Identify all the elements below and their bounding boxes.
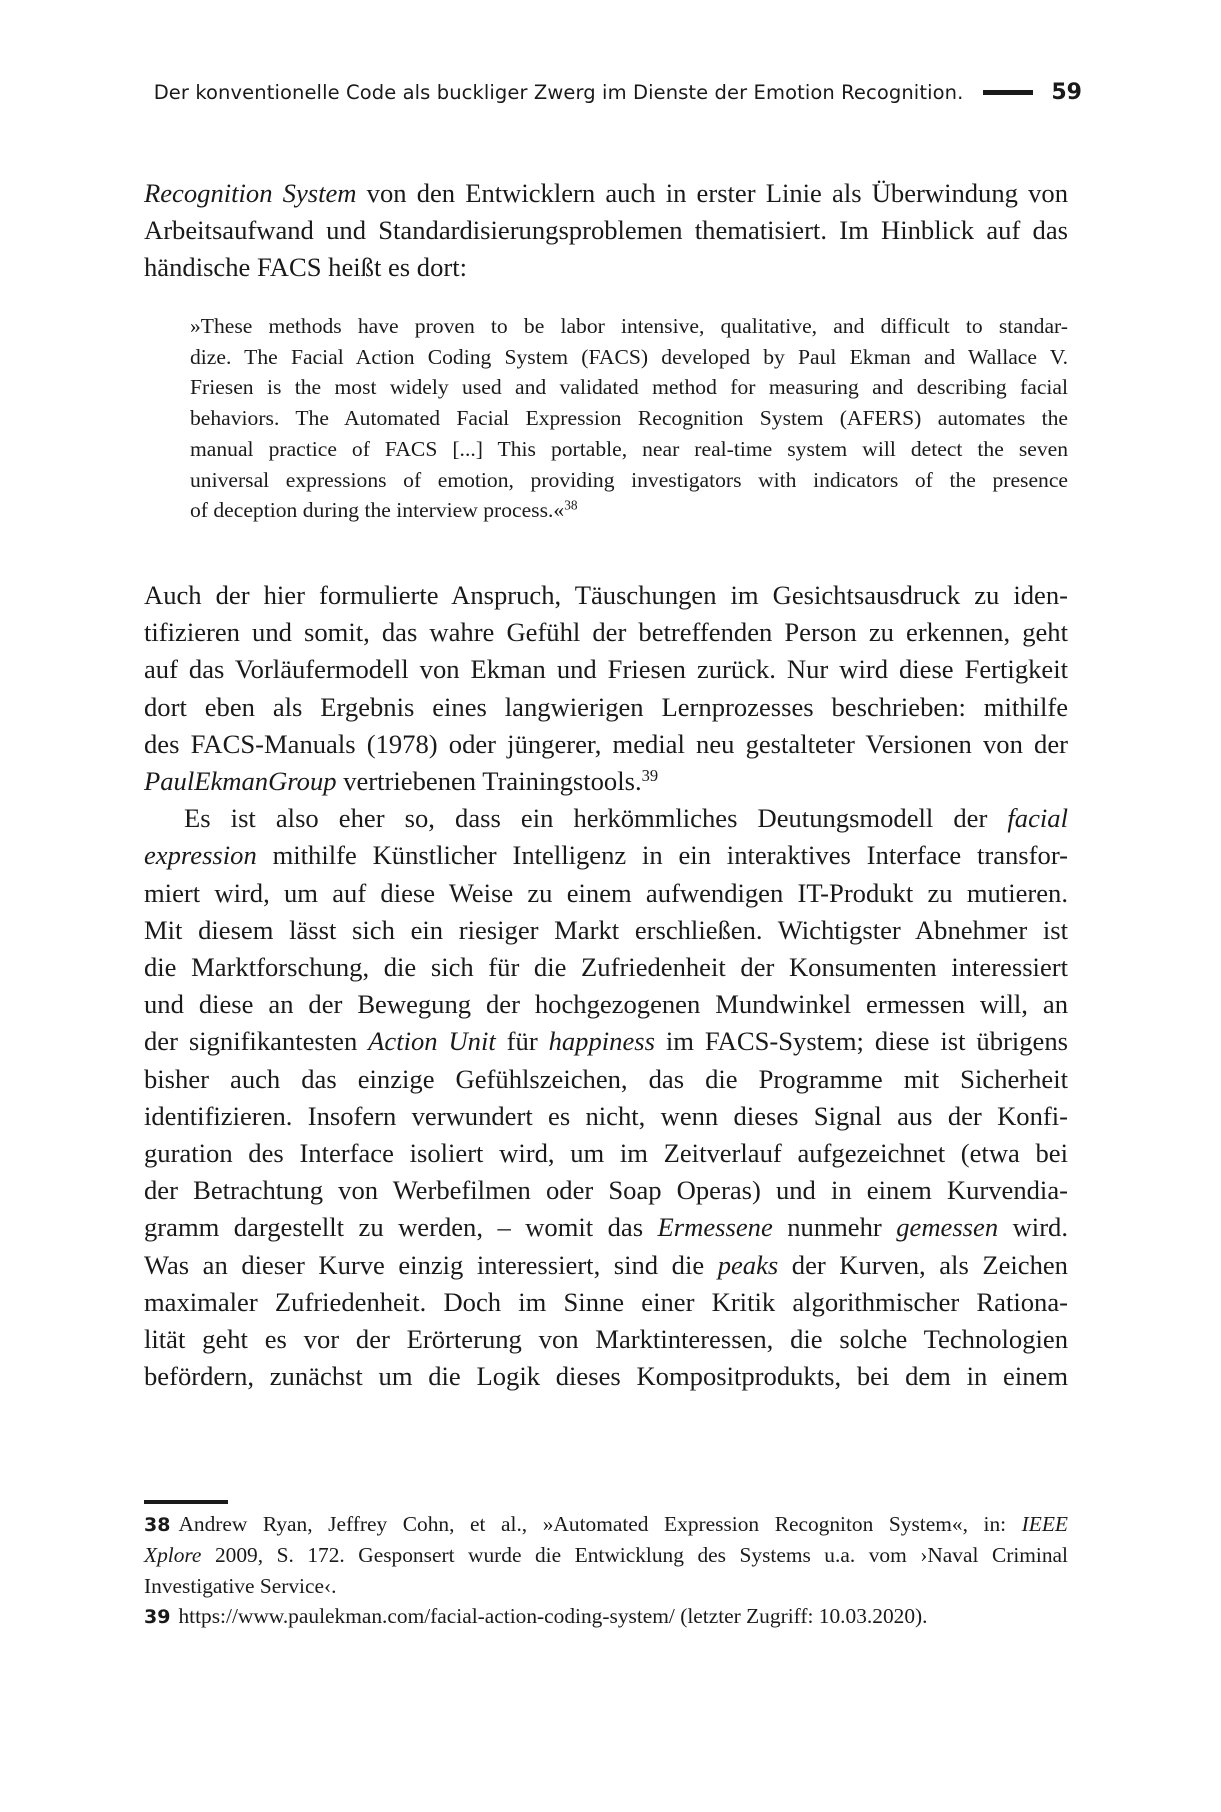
text-line <box>144 1247 1068 1284</box>
italic-term: IEEE <box>1021 1512 1068 1536</box>
italic-term: facial <box>1007 803 1068 834</box>
text-line <box>144 800 1068 837</box>
text-run: Es ist also eher so, dass ein herkömmliches Deutungsmodell der <box>184 803 1008 834</box>
text-run: von den Entwicklern auch in erster Linie als Überwindung <box>356 178 1018 208</box>
text-line: von Arbeitsaufwand und Standardisierungsproblemen thematisiert. Im Hinblick <box>144 178 1068 246</box>
text-line: miert wird, um auf diese Weise zu einem aufwendigen IT-Produkt zu mutieren. <box>144 877 1068 908</box>
header-rule <box>983 90 1033 95</box>
text-line: und diese an der Bewegung der hochgezogenen Mundwinkel ermessen will, an <box>144 989 1068 1020</box>
text-line: des FACS-Manuals (1978) oder jüngerer, medial neu gestalteter Versionen von der <box>144 728 1068 759</box>
text-run: vertriebenen Trainingstools. <box>336 766 642 797</box>
italic-term: gemessen <box>896 1212 999 1243</box>
text-run: Was an dieser Kurve einzig interessiert, sind die <box>144 1249 718 1280</box>
main-text <box>144 577 1068 1395</box>
text-line: der Betrachtung von Werbefilmen oder Soap Operas) und in einem Kurvendia- <box>144 1175 1068 1206</box>
text-line <box>144 763 1068 800</box>
quote-line: dize. The Facial Action Coding System (FACS) developed by Paul Ekman and Wallace V. <box>190 344 1068 369</box>
text-run: der signifikantesten <box>144 1026 369 1057</box>
quote-line: »These methods have proven to be labor intensive, qualitative, and difficult to standar- <box>190 314 1068 338</box>
text-line: dort eben als Ergebnis eines langwierigen Lernprozesses beschrieben: mithilfe <box>144 691 1068 722</box>
quote-line: Friesen is the most widely used and validated method for measuring and describing facial <box>190 375 1068 400</box>
text-line: auf das händische FACS heißt es dort: <box>144 215 1069 283</box>
text-line: auf das Vorläufermodell von Ekman und Friesen zurück. Nur wird diese Fertigkeit <box>144 654 1068 685</box>
text-line: identifizieren. Insofern verwundert es nicht, wenn dieses Signal aus der Konfi- <box>144 1100 1068 1131</box>
footnote-ref-39[interactable]: 39 <box>641 765 659 785</box>
italic-term: Xplore <box>144 1543 202 1568</box>
text-line <box>144 837 1068 874</box>
text-run: Andrew Ryan, Jeffrey Cohn, et al., »Automated Expression Recogniton System«, in: <box>178 1512 1022 1536</box>
running-header-title: Der konventionelle Code als buckliger Zwerg im Dienste der Emotion Recognition. <box>153 80 964 104</box>
text-run: für <box>495 1026 549 1057</box>
footnote-line: Investigative Service‹. <box>144 1573 337 1598</box>
footnote-separator <box>144 1500 228 1504</box>
text-line: guration des Interface isoliert wird, um im Zeitverlauf aufgezeichnet (etwa bei <box>144 1138 1068 1169</box>
text-line <box>144 178 1018 208</box>
italic-term: Ermessene <box>657 1212 773 1243</box>
text-run: 2009, S. 172. Gesponsert wurde die Entwicklung des Systems u.a. vom ›Naval Criminal <box>201 1543 1068 1568</box>
text-line: bisher auch das einzige Gefühlszeichen, das die Programme mit Sicherheit <box>144 1063 1068 1094</box>
text-run: wird. <box>998 1212 1068 1243</box>
text-line: Auch der hier formulierte Anspruch, Täuschungen im Gesichtsausdruck zu iden- <box>144 580 1068 610</box>
text-run: im FACS-System; diese ist übrigens <box>654 1026 1068 1057</box>
italic-term: expression <box>144 840 257 871</box>
footnote-38 <box>144 1509 1068 1601</box>
italic-term: PaulEkmanGroup <box>144 766 337 797</box>
text-line: befördern, zunächst um die Logik dieses Kompositprodukts, bei dem in einem <box>144 1361 1068 1392</box>
text-run: nunmehr <box>772 1212 897 1243</box>
text-line: tifizieren und somit, das wahre Gefühl der betreffenden Person zu erkennen, geht <box>144 617 1068 648</box>
text-run: of deception during the interview process.« <box>190 498 565 523</box>
footnote-39 <box>144 1601 1068 1632</box>
intro-paragraph <box>144 175 1068 287</box>
footnote-number: 38 <box>144 1514 171 1536</box>
quote-line: manual practice of FACS [...] This portable, near real-time system will detect the seven <box>190 436 1068 461</box>
quote-line: universal expressions of emotion, providing investigators with indicators of the presence <box>190 467 1068 492</box>
running-header <box>153 72 1082 112</box>
text-line: Mit diesem lässt sich ein riesiger Markt erschließen. Wichtigster Abnehmer ist <box>144 914 1068 945</box>
text-line <box>144 1023 1068 1060</box>
quote-line: behaviors. The Automated Facial Expression Recognition System (AFERS) automates the <box>190 406 1068 431</box>
paragraph-1 <box>144 577 1068 800</box>
text-line: lität geht es vor der Erörterung von Marktinteressen, die solche Technologien <box>144 1324 1068 1355</box>
footnote-line <box>144 1509 1068 1540</box>
italic-term: Recognition System <box>144 178 357 208</box>
quote-line <box>190 495 1068 526</box>
italic-term: happiness <box>548 1026 655 1057</box>
block-quote <box>190 311 1068 526</box>
footnote-link[interactable]: https://www.paulekman.com/facial-action-coding-system/ (letzter Zugriff: 10.03.2020). <box>178 1604 928 1629</box>
paragraph-2 <box>144 800 1068 1395</box>
page-number: 59 <box>1051 79 1082 105</box>
text-line: die Marktforschung, die sich für die Zufriedenheit der Konsumenten interessiert <box>144 952 1068 983</box>
footnote-ref-38[interactable]: 38 <box>564 497 578 513</box>
footnotes <box>144 1509 1068 1633</box>
text-run: mithilfe Künstlicher Intelligenz in ein interaktives Interface transfor- <box>256 840 1068 871</box>
text-run: der Kurven, als Zeichen <box>778 1249 1068 1280</box>
text-run: gramm dargestellt zu werden, – womit das <box>144 1212 658 1243</box>
text-line <box>144 1209 1068 1246</box>
text-line: maximaler Zufriedenheit. Doch im Sinne einer Kritik algorithmischer Rationa- <box>144 1286 1068 1317</box>
italic-term: Action Unit <box>368 1026 496 1057</box>
footnote-line <box>144 1540 1068 1570</box>
italic-term: peaks <box>717 1249 779 1280</box>
footnote-line <box>144 1601 1068 1632</box>
footnote-number: 39 <box>144 1606 171 1629</box>
